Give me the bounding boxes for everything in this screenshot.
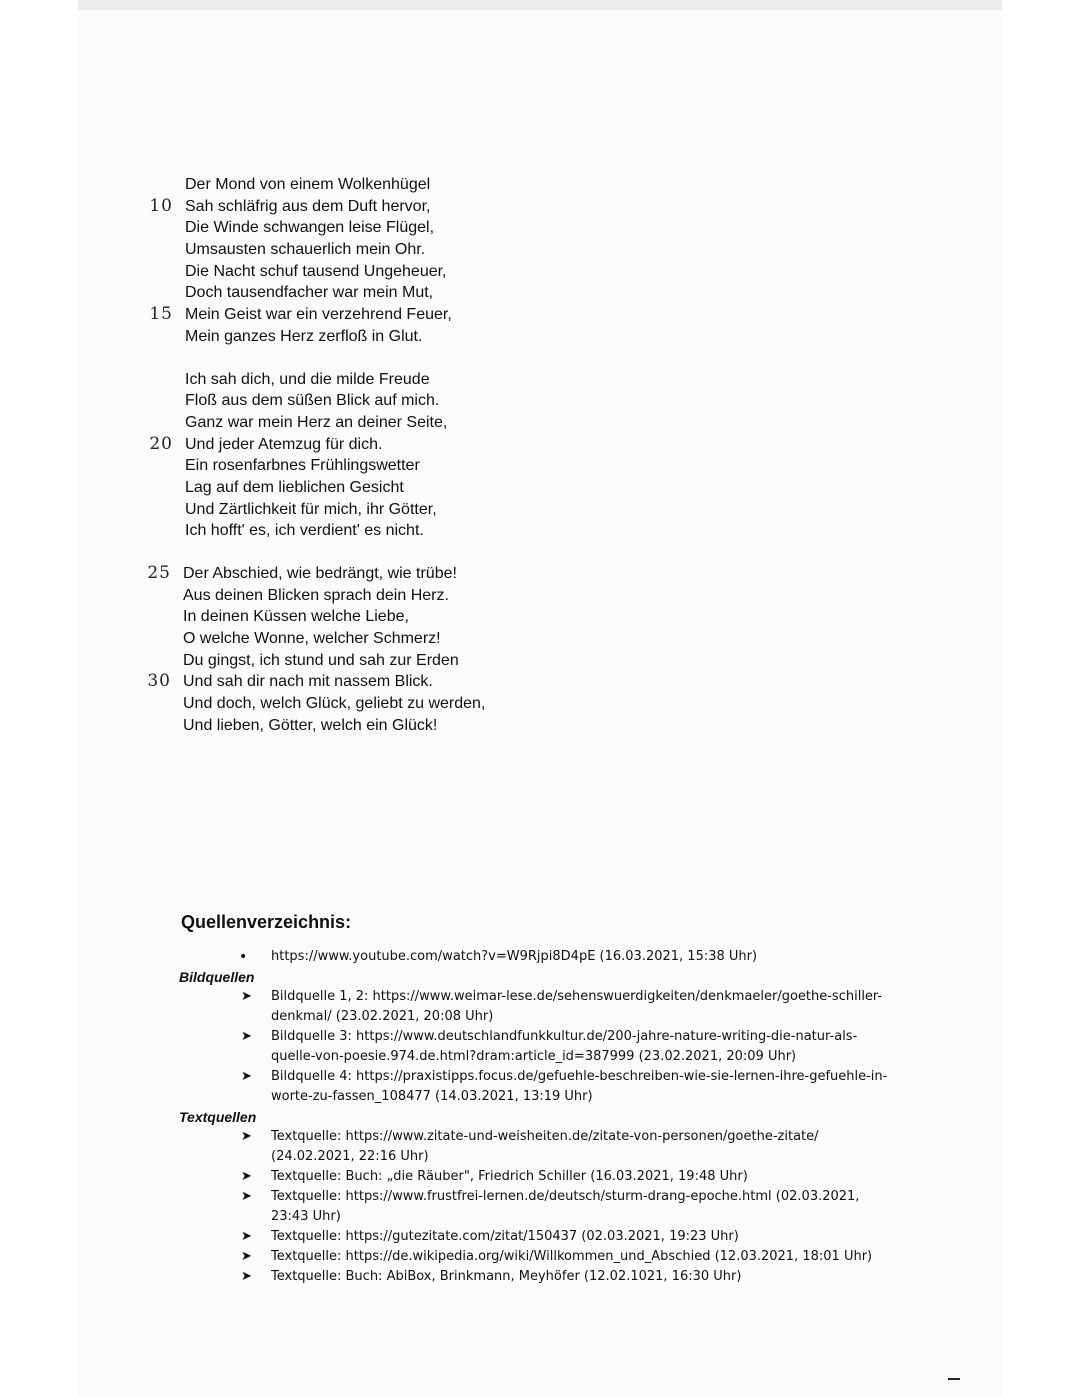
line-text: Ich hofft' es, ich verdient' es nicht. <box>185 522 424 540</box>
poem-line <box>147 563 605 585</box>
poem-line <box>185 239 605 261</box>
poem-line <box>185 217 605 239</box>
line-text: Umsausten schauerlich mein Ohr. <box>185 241 426 259</box>
arrow-bullet-icon: ➤ <box>241 1069 252 1084</box>
poem <box>147 174 605 758</box>
line-text: Ein rosenfarbnes Frühlingswetter <box>185 457 420 475</box>
line-text: Floß aus dem süßen Blick auf mich. <box>185 392 440 410</box>
poem-line <box>183 650 605 672</box>
poem-line <box>149 433 605 456</box>
line-text: Und lieben, Götter, welch ein Glück! <box>183 716 438 734</box>
source-item <box>181 1267 901 1287</box>
line-text: O welche Wonne, welcher Schmerz! <box>183 630 441 648</box>
arrow-bullet-icon: ➤ <box>241 1249 252 1264</box>
poem-line <box>183 715 605 737</box>
line-text: Doch tausendfacher war mein Mut, <box>185 284 434 302</box>
line-text: Sah schläfrig aus dem Duft hervor, <box>185 197 431 215</box>
source-text: Textquelle: https://www.frustfrei-lernen.de/deutsch/sturm-drang-epoche.html (02.03.2021, 23:43 Uhr) <box>271 1189 860 1224</box>
poem-stanza-1 <box>149 174 605 348</box>
line-number: 15 <box>149 304 173 325</box>
line-text: Du gingst, ich stund und sah zur Erden <box>183 651 459 669</box>
poem-line <box>185 282 605 304</box>
source-list-title: Quellenverzeichnis: <box>181 912 352 932</box>
source-item <box>181 1167 901 1187</box>
line-text: Und sah dir nach mit nassem Blick. <box>183 673 433 691</box>
line-text: Der Abschied, wie bedrängt, wie trübe! <box>183 565 457 582</box>
source-text: Textquelle: https://de.wikipedia.org/wiki/Willkommen_und_Abschied (12.03.2021, 18:01 Uhr) <box>271 1249 873 1264</box>
source-item <box>181 947 901 967</box>
source-text: Bildquelle 3: https://www.deutschlandfunkkultur.de/200-jahre-nature-writing-die-natur-als-quelle-von-poesie.974.de.html?dram:article_id=387999 (23.02.2021, 20:09 Uhr) <box>271 1029 858 1064</box>
source-top-items <box>181 947 901 967</box>
line-text: Ganz war mein Herz an deiner Seite, <box>185 413 448 431</box>
poem-line <box>185 477 605 499</box>
poem-line <box>185 412 605 434</box>
line-number: 10 <box>149 195 173 216</box>
poem-line <box>185 369 605 391</box>
arrow-bullet-icon: ➤ <box>241 1169 252 1184</box>
line-number: 20 <box>149 433 173 454</box>
poem-line <box>185 520 605 542</box>
arrow-bullet-icon: ➤ <box>241 1229 252 1244</box>
poem-stanza-3 <box>147 563 605 737</box>
poem-line <box>183 585 605 607</box>
line-number: 25 <box>147 563 171 583</box>
source-group-images <box>181 969 901 1107</box>
source-item <box>181 1027 901 1067</box>
source-text: https://www.youtube.com/watch?v=W9Rjpi8D4pE (16.03.2021, 15:38 Uhr) <box>271 949 758 964</box>
arrow-bullet-icon: ➤ <box>241 1029 252 1044</box>
poem-line <box>183 606 605 628</box>
line-text: Aus deinen Blicken sprach dein Herz. <box>183 586 449 604</box>
line-text: Die Nacht schuf tausend Ungeheuer, <box>185 262 447 280</box>
source-item <box>181 1067 901 1107</box>
source-group-texts <box>181 1109 901 1287</box>
source-text: Textquelle: https://gutezitate.com/zitat/150437 (02.03.2021, 19:23 Uhr) <box>271 1229 739 1244</box>
scan-edge <box>78 0 1002 10</box>
poem-line <box>185 261 605 283</box>
line-text: Der Mond von einem Wolkenhügel <box>185 176 431 193</box>
page-mark <box>948 1378 960 1380</box>
line-text: Ich sah dich, und die milde Freude <box>185 370 430 388</box>
source-item <box>181 1187 901 1227</box>
source-item <box>181 1227 901 1247</box>
source-item <box>181 1247 901 1267</box>
poem-line <box>147 671 605 693</box>
source-text: Bildquelle 1, 2: https://www.weimar-lese.de/sehenswuerdigkeiten/denkmaeler/goethe-schiller-denkmal/ (23.02.2021, 20:08 Uhr) <box>271 989 883 1024</box>
line-number: 30 <box>147 671 171 692</box>
arrow-bullet-icon: ➤ <box>241 1269 252 1284</box>
source-list <box>181 912 901 1289</box>
poem-line <box>185 326 605 348</box>
line-text: Und Zärtlichkeit für mich, ihr Götter, <box>185 500 437 518</box>
poem-stanza-2 <box>149 369 605 543</box>
line-text: Die Winde schwangen leise Flügel, <box>185 219 435 237</box>
arrow-bullet-icon: ➤ <box>241 1129 252 1144</box>
arrow-bullet-icon: ➤ <box>241 1189 252 1204</box>
source-item <box>181 1127 901 1167</box>
arrow-bullet-icon: ➤ <box>241 989 252 1004</box>
line-text: Und doch, welch Glück, geliebt zu werden, <box>183 695 486 713</box>
line-text: In deinen Küssen welche Liebe, <box>183 608 409 626</box>
poem-line <box>183 628 605 650</box>
line-text: Mein Geist war ein verzehrend Feuer, <box>185 306 452 324</box>
line-text: Mein ganzes Herz zerfloß in Glut. <box>185 327 423 345</box>
poem-line <box>185 499 605 521</box>
source-group-label: Bildquellen <box>179 969 255 985</box>
source-item <box>181 987 901 1027</box>
poem-line <box>185 455 605 477</box>
poem-line <box>185 390 605 412</box>
source-group-label: Textquellen <box>179 1109 257 1125</box>
line-text: Und jeder Atemzug für dich. <box>185 435 383 453</box>
poem-line <box>149 304 605 326</box>
poem-line <box>185 174 605 196</box>
source-text: Textquelle: Buch: AbiBox, Brinkmann, Meyhöfer (12.02.1021, 16:30 Uhr) <box>271 1269 742 1284</box>
source-text: Bildquelle 4: https://praxistipps.focus.de/gefuehle-beschreiben-wie-sie-lernen-ihre-gefuehle-in-worte-zu-fassen_108477 (14.03.2021, 13:19 Uhr) <box>271 1069 888 1104</box>
poem-line <box>149 195 605 218</box>
source-text: Textquelle: Buch: „die Räuber", Friedrich Schiller (16.03.2021, 19:48 Uhr) <box>271 1169 748 1184</box>
source-text: Textquelle: https://www.zitate-und-weisheiten.de/zitate-von-personen/goethe-zitate/ (24.02.2021, 22:16 Uhr) <box>271 1129 819 1164</box>
poem-line <box>183 693 605 715</box>
line-text: Lag auf dem lieblichen Gesicht <box>185 478 404 496</box>
bullet-icon: • <box>239 949 248 965</box>
